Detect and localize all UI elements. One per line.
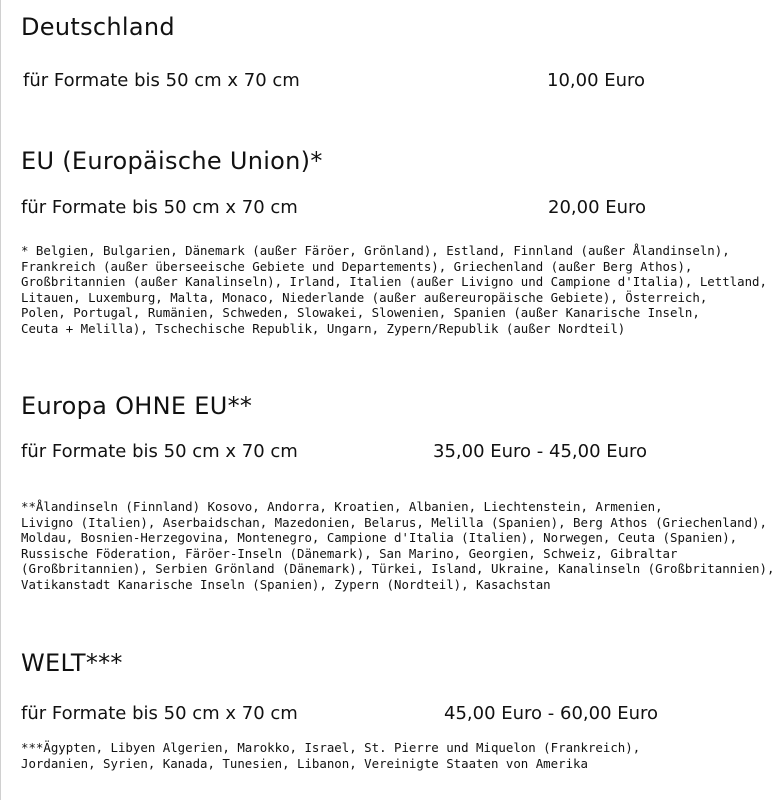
price-welt: 45,00 Euro - 60,00 Euro bbox=[444, 703, 659, 724]
format-label-europa-ohne-eu: für Formate bis 50 cm x 70 cm bbox=[21, 441, 298, 462]
format-label-welt: für Formate bis 50 cm x 70 cm bbox=[21, 703, 298, 724]
section-title-eu: EU (Europäische Union)* bbox=[21, 147, 323, 175]
country-note-eu: * Belgien, Bulgarien, Dänemark (außer Färöer, Grönland), Estland, Finnland (außer Ålandinseln), Frankreich (außer überseeische Gebiete und Departements), Griechenland (außer Berg Athos), Großbritannien (außer Kanalinseln), Irland, Italien (außer Livigno und Campione d'Italia), Lettland, Litauen, Luxemburg, Malta, Monaco, Niederlande (außer außereuropäische Gebiete), Österreich, Polen, Portugal, Rumänien, Schweden, Slowakei, Slowenien, Spanien (außer Kanarische Inseln, Ceuta + Melilla), Tschechische Republik, Ungarn, Zypern/Republik (außer Nordteil) bbox=[21, 243, 767, 336]
price-eu: 20,00 Euro bbox=[548, 197, 647, 218]
section-title-europa-ohne-eu: Europa OHNE EU** bbox=[21, 392, 253, 420]
format-label-deutschland: für Formate bis 50 cm x 70 cm bbox=[23, 70, 300, 91]
format-label-eu: für Formate bis 50 cm x 70 cm bbox=[21, 197, 298, 218]
price-deutschland: 10,00 Euro bbox=[547, 70, 646, 91]
section-title-welt: WELT*** bbox=[21, 649, 123, 677]
section-title-deutschland: Deutschland bbox=[21, 13, 175, 41]
country-note-welt: ***Ägypten, Libyen Algerien, Marokko, Israel, St. Pierre und Miquelon (Frankreich), Jordanien, Syrien, Kanada, Tunesien, Libanon, Vereinigte Staaten von Amerika bbox=[21, 740, 641, 771]
price-europa-ohne-eu: 35,00 Euro - 45,00 Euro bbox=[433, 441, 648, 462]
country-note-europa-ohne-eu: **Ålandinseln (Finnland) Kosovo, Andorra, Kroatien, Albanien, Liechtenstein, Armenien, Livigno (Italien), Aserbaidschan, Mazedonien, Belarus, Melilla (Spanien), Berg Athos (Griechenland), Moldau, Bosnien-Herzegovina, Montenegro, Campione d'Italia (Italien), Norwegen, Ceuta (Spanien), Russische Föderation, Färöer-Inseln (Dänemark), San Marino, Georgien, Schweiz, Gibraltar (Großbritannien), Serbien Grönland (Dänemark), Türkei, Island, Ukraine, Kanalinseln (Großbritannien), Vatikanstadt Kanarische Inseln (Spanien), Zypern (Nordteil), Kasachstan bbox=[21, 499, 775, 592]
